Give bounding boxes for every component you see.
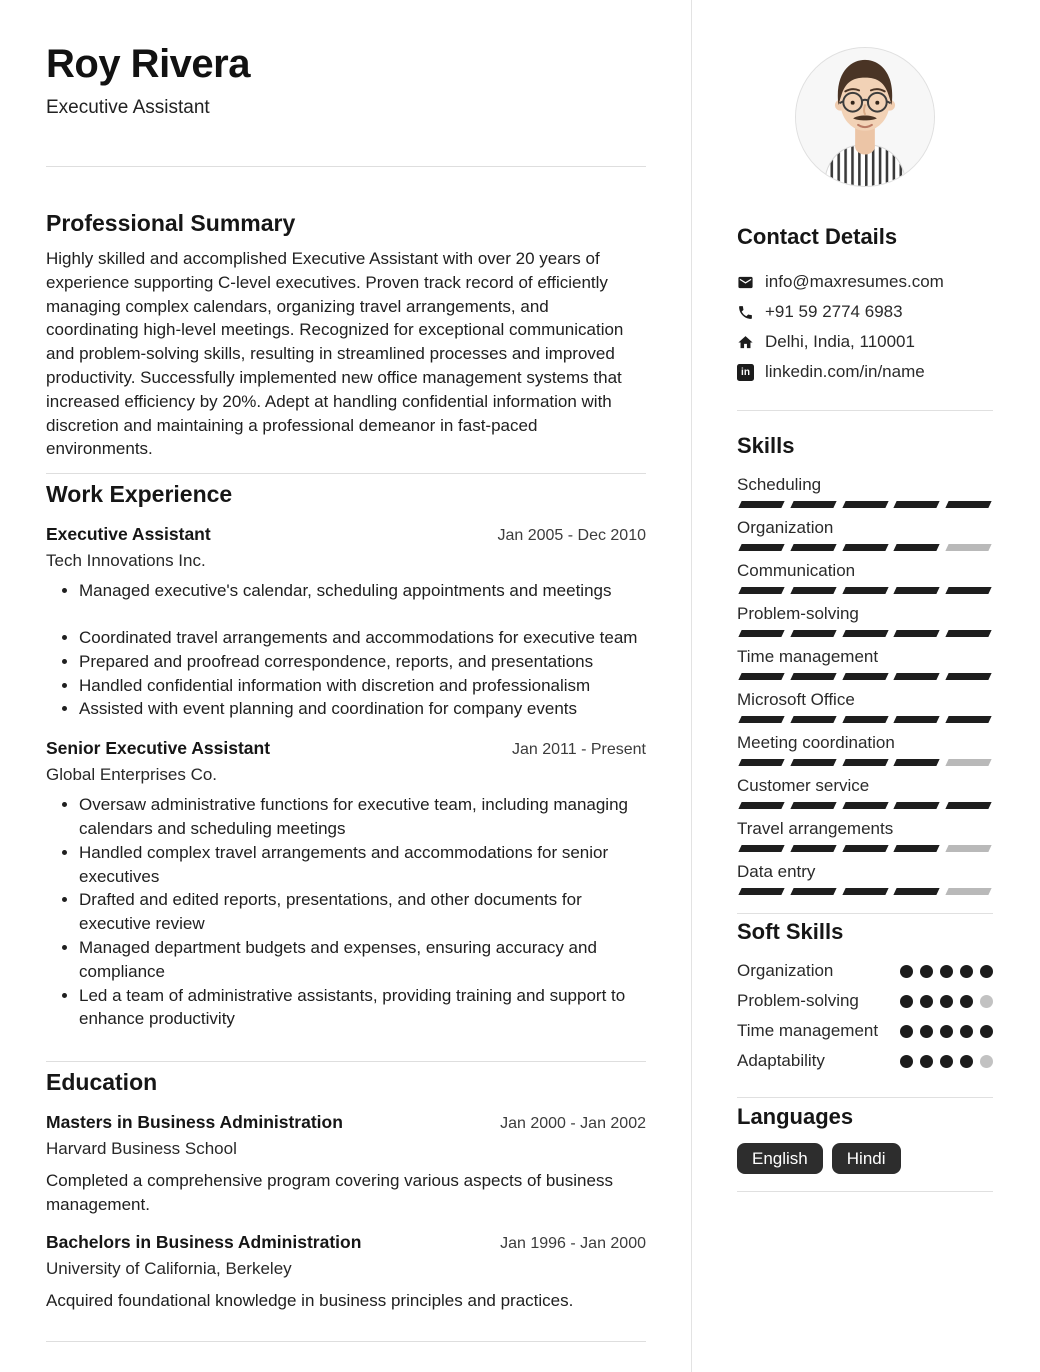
job-dates: Jan 2005 - Dec 2010 [497, 527, 646, 545]
skill-item [737, 820, 993, 852]
skill-item [737, 734, 993, 766]
skill-segment-filled [790, 845, 836, 852]
skill-segment-filled [894, 587, 940, 594]
skill-segment-filled [894, 845, 940, 852]
skill-segment-filled [842, 501, 888, 508]
job-bullet: • Led a team of administrative assistants, providing training and support to enhance productivity [79, 984, 646, 1032]
degree-description: Completed a comprehensive program covering various aspects of business management. [46, 1171, 613, 1214]
skill-segment-empty [946, 759, 992, 766]
skill-segment-filled [894, 802, 940, 809]
skill-segment-filled [738, 845, 784, 852]
degree-title: Bachelors in Business Administration [46, 1231, 362, 1252]
language-pill: English [737, 1143, 823, 1174]
skill-segment-filled [738, 759, 784, 766]
skill-label: Customer service [737, 776, 870, 795]
contact-linkedin-row [737, 357, 993, 387]
soft-skill-label: Organization [737, 961, 834, 980]
soft-skills-list [737, 959, 993, 1073]
profile-photo [795, 47, 935, 187]
skill-level-bar [737, 544, 993, 551]
languages-list [737, 1143, 993, 1174]
skill-segment-filled [946, 716, 992, 723]
skill-segment-filled [842, 802, 888, 809]
job-bullet-list [46, 579, 646, 721]
skill-segment-filled [842, 544, 888, 551]
skill-segment-filled [946, 673, 992, 680]
skill-segment-filled [946, 802, 992, 809]
skill-item [737, 519, 993, 551]
language-pill: Hindi [832, 1143, 901, 1174]
job-bullet: • Drafted and edited reports, presentations, and other documents for executive review [79, 888, 646, 936]
job-bullet: • Assisted with event planning and coordination for company events [79, 697, 646, 721]
skill-item [737, 605, 993, 637]
skill-level-bar [737, 501, 993, 508]
linkedin-icon: in [737, 364, 754, 381]
skill-segment-filled [790, 802, 836, 809]
soft-skill-row [737, 1049, 993, 1073]
skill-segment-filled [946, 501, 992, 508]
rating-dot-empty [980, 995, 993, 1008]
skill-level-bar [737, 759, 993, 766]
contact-address-row [737, 327, 993, 357]
job-bullet: • Coordinated travel arrangements and accommodations for executive team [79, 626, 646, 650]
skill-item [737, 863, 993, 895]
rating-dot-filled [900, 965, 913, 978]
rating-dot-filled [940, 995, 953, 1008]
rating-dot-filled [940, 965, 953, 978]
languages-heading: Languages [737, 1104, 854, 1129]
skill-segment-filled [894, 501, 940, 508]
soft-skill-label: Adaptability [737, 1051, 825, 1070]
skill-level-bar [737, 716, 993, 723]
skill-segment-filled [738, 630, 784, 637]
skill-segment-filled [738, 716, 784, 723]
rating-dot-filled [960, 1025, 973, 1038]
skill-segment-filled [894, 759, 940, 766]
main-bottom-divider [46, 1341, 646, 1342]
skill-segment-empty [946, 845, 992, 852]
skill-label: Organization [737, 518, 834, 537]
skill-segment-filled [894, 673, 940, 680]
education-heading: Education [46, 1069, 158, 1096]
summary-section [46, 208, 646, 461]
email-icon [737, 274, 754, 291]
rating-dot-filled [920, 965, 933, 978]
soft-skill-rating [900, 959, 993, 983]
skill-segment-filled [842, 759, 888, 766]
skill-level-bar [737, 630, 993, 637]
skill-segment-empty [946, 544, 992, 551]
rating-dot-filled [900, 995, 913, 1008]
soft-skill-rating [900, 1019, 993, 1043]
sidebar-divider [737, 913, 993, 914]
contact-address: Delhi, India, 110001 [765, 332, 915, 351]
skill-segment-filled [738, 544, 784, 551]
skill-segment-filled [738, 587, 784, 594]
degree-school: Harvard Business School [46, 1139, 237, 1159]
skill-label: Microsoft Office [737, 690, 855, 709]
skill-level-bar [737, 673, 993, 680]
person-job-title: Executive Assistant [46, 97, 210, 118]
rating-dot-filled [900, 1025, 913, 1038]
skill-label: Scheduling [737, 475, 822, 494]
rating-dot-filled [920, 1025, 933, 1038]
contact-phone-row [737, 297, 993, 327]
skill-item [737, 562, 993, 594]
skill-level-bar [737, 587, 993, 594]
skill-segment-filled [790, 630, 836, 637]
soft-skill-row [737, 959, 993, 983]
skill-label: Meeting coordination [737, 733, 895, 752]
skill-segment-filled [894, 544, 940, 551]
degree-school: University of California, Berkeley [46, 1258, 292, 1278]
phone-icon [737, 304, 754, 321]
skill-segment-filled [894, 630, 940, 637]
skill-segment-filled [790, 587, 836, 594]
job-company: Tech Innovations Inc. [46, 551, 206, 571]
sidebar-divider [737, 1097, 993, 1098]
job-header [46, 522, 646, 547]
header-divider [46, 166, 646, 167]
rating-dot-filled [980, 1025, 993, 1038]
job-entry [46, 522, 646, 721]
job-entry [46, 736, 646, 1031]
person-name: Roy Rivera [46, 42, 250, 86]
skill-item [737, 691, 993, 723]
skill-label: Travel arrangements [737, 819, 894, 838]
skill-segment-filled [842, 673, 888, 680]
contact-linkedin[interactable]: linkedin.com/in/name [765, 362, 925, 381]
skill-segment-filled [790, 888, 836, 895]
skill-segment-filled [842, 716, 888, 723]
summary-text: Highly skilled and accomplished Executive Assistant with over 20 years of experience supporting C-level executives. Proven track record of efficiently managing complex calendars, organizing travel arrangements, and coordinating high-level meetings. Recognized for exceptional communication and problem-solving skills, resulting in streamlined processes and improved productivity. Successfully implemented new office management systems that increased efficiency by 20%. Adept at handling confidential information with discretion and maintaining a professional demeanor in fast-paced environments. [46, 249, 624, 459]
skill-segment-filled [842, 630, 888, 637]
contact-heading: Contact Details [737, 224, 898, 249]
main-column [46, 0, 646, 1342]
skill-segment-filled [790, 716, 836, 723]
degree-header [46, 1110, 646, 1135]
skills-list [737, 476, 993, 895]
sidebar-divider [737, 410, 993, 411]
degree-entry [46, 1230, 646, 1313]
profile-photo-illustration [796, 48, 934, 186]
soft-skill-row [737, 1019, 993, 1043]
column-divider [691, 0, 692, 1372]
skill-segment-filled [946, 587, 992, 594]
rating-dot-filled [960, 965, 973, 978]
rating-dot-filled [960, 1055, 973, 1068]
skill-segment-filled [790, 759, 836, 766]
rating-dot-filled [960, 995, 973, 1008]
degree-dates: Jan 1996 - Jan 2000 [500, 1234, 646, 1252]
contact-email-row [737, 267, 993, 297]
job-bullet: • Handled confidential information with discretion and professionalism [79, 674, 646, 698]
job-company: Global Enterprises Co. [46, 765, 218, 785]
job-bullet: • Prepared and proofread correspondence, reports, and presentations [79, 650, 646, 674]
skill-segment-filled [946, 630, 992, 637]
contact-phone[interactable]: +91 59 2774 6983 [765, 302, 903, 321]
education-section [46, 1061, 646, 1312]
job-bullet: • Oversaw administrative functions for executive team, including managing calendars and scheduling meetings [79, 793, 646, 841]
experience-heading: Work Experience [46, 481, 233, 508]
skill-segment-filled [894, 888, 940, 895]
skill-level-bar [737, 845, 993, 852]
soft-skill-label: Problem-solving [737, 991, 859, 1010]
degree-title: Masters in Business Administration [46, 1112, 343, 1133]
skill-segment-filled [842, 587, 888, 594]
job-title: Senior Executive Assistant [46, 738, 271, 759]
degree-entry [46, 1110, 646, 1217]
degree-description: Acquired foundational knowledge in business principles and practices. [46, 1290, 574, 1310]
skill-item [737, 777, 993, 809]
skill-label: Communication [737, 561, 856, 580]
soft-skill-rating [900, 1049, 993, 1073]
skill-label: Time management [737, 647, 879, 666]
skill-label: Problem-solving [737, 604, 859, 623]
soft-skills-heading: Soft Skills [737, 919, 844, 944]
job-bullet: • Managed executive's calendar, scheduling appointments and meetings [79, 579, 646, 603]
skill-segment-filled [738, 888, 784, 895]
degree-header [46, 1230, 646, 1255]
skill-segment-filled [738, 673, 784, 680]
skill-segment-filled [842, 845, 888, 852]
soft-skill-label: Time management [737, 1021, 879, 1040]
skill-segment-empty [946, 888, 992, 895]
rating-dot-filled [920, 995, 933, 1008]
job-header [46, 736, 646, 761]
job-title: Executive Assistant [46, 524, 211, 545]
job-bullet: • Handled complex travel arrangements and accommodations for senior executives [79, 841, 646, 889]
rating-dot-empty [980, 1055, 993, 1068]
rating-dot-filled [940, 1055, 953, 1068]
skill-level-bar [737, 802, 993, 809]
experience-section [46, 473, 646, 1031]
soft-skill-rating [900, 989, 993, 1013]
skill-item [737, 648, 993, 680]
contact-email[interactable]: info@maxresumes.com [765, 272, 944, 291]
skill-segment-filled [894, 716, 940, 723]
skill-segment-filled [790, 501, 836, 508]
skill-segment-filled [842, 888, 888, 895]
rating-dot-filled [920, 1055, 933, 1068]
home-icon [737, 334, 754, 351]
rating-dot-filled [980, 965, 993, 978]
contact-list [737, 267, 993, 387]
sidebar [737, 0, 993, 1192]
job-dates: Jan 2011 - Present [511, 741, 646, 759]
skill-segment-filled [738, 802, 784, 809]
job-bullet: • Managed department budgets and expenses, ensuring accuracy and compliance [79, 936, 646, 984]
summary-heading: Professional Summary [46, 210, 296, 236]
skill-segment-filled [790, 544, 836, 551]
degree-dates: Jan 2000 - Jan 2002 [500, 1115, 646, 1133]
job-bullet-list [46, 793, 646, 1031]
sidebar-divider [737, 1191, 993, 1192]
skill-label: Data entry [737, 862, 816, 881]
skill-item [737, 476, 993, 508]
skill-level-bar [737, 888, 993, 895]
rating-dot-filled [940, 1025, 953, 1038]
soft-skill-row [737, 989, 993, 1013]
rating-dot-filled [900, 1055, 913, 1068]
skill-segment-filled [790, 673, 836, 680]
skills-heading: Skills [737, 433, 795, 458]
skill-segment-filled [738, 501, 784, 508]
